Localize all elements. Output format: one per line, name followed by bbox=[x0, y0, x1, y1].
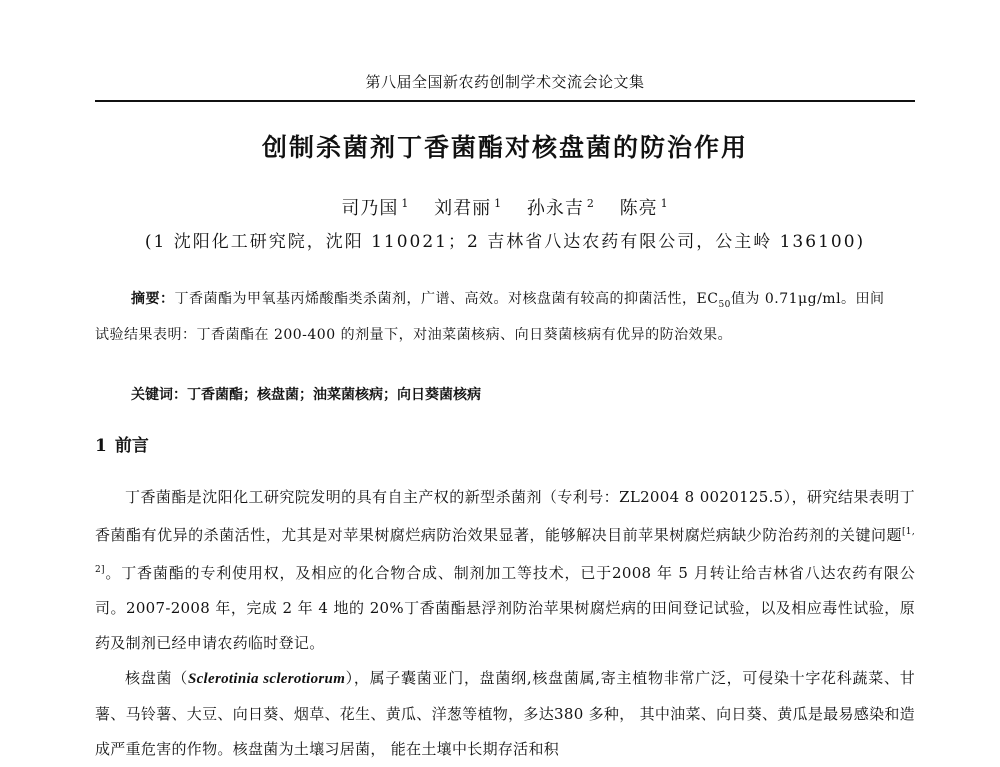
author: 司乃国 $^1$ bbox=[341, 197, 410, 219]
section-heading bbox=[95, 432, 495, 460]
citation: [1, 2] bbox=[95, 527, 915, 575]
author-list bbox=[95, 191, 915, 222]
keywords bbox=[131, 380, 891, 410]
author: 孙永吉 $^2$ bbox=[526, 197, 595, 219]
running-header: 第八届全国新农药创制学术交流会论文集 bbox=[365, 73, 645, 91]
author: 陈亮 $^1$ bbox=[619, 197, 669, 219]
affiliation-line: (1 沈阳化工研究院，沈阳 110021；2 吉林省八达农药有限公司，公主岭 136100) bbox=[144, 232, 866, 252]
body-paragraph: 丁香菌酯是沈阳化工研究院发明的具有自主产权的新型杀菌剂（专利号：ZL2004 8 0020125.5），研究结果表明丁香菌酯有优异的杀菌活性，尤其是对苹果树腐烂病防治效果显著，能够解决目前苹果树腐烂病缺少防治药剂的关键问题[1, 2]。丁香菌酯的专利使用权，及相应的化合物合成、制剂加工等技术，已于2008 年 5 月转让给吉林省八达农药有限公司。2007-2008 年，完成 2 年 4 地的 20%丁香菌酯悬浮剂防治苹果树腐烂病的田间登记试验，以及相应毒性试验，原药及制剂已经申请农药临时登记。 bbox=[95, 488, 915, 652]
keywords-label: 关键词： bbox=[131, 387, 187, 403]
section-title: 前言 bbox=[114, 436, 149, 456]
body-paragraph: 核盘菌（Sclerotinia sclerotiorum），属子囊菌亚门，盘菌纲,核盘菌属,寄主植物非常广泛，可侵染十字花科蔬菜、甘薯、马铃薯、大豆、向日葵、烟草、花生、黄瓜、洋葱等植物，多达380 多种， 其中油菜、向日葵、黄瓜是最易感染和造成严重危害的作物。核盘菌为土壤习居菌， 能在土壤中长期存活和积 bbox=[95, 669, 916, 758]
abstract-text-cont: 值为 0.71μg/ml。田间试验结果表明：丁香菌酯在 200-400 的剂量下，对油菜菌核病、向日葵菌核病有优异的防治效果。 bbox=[95, 291, 885, 343]
paper-title: 创制杀菌剂丁香菌酯对核盘菌的防治作用 bbox=[261, 133, 748, 162]
keywords-text: 丁香菌酯；核盘菌；油菜菌核病；向日葵菌核病 bbox=[187, 387, 481, 403]
header-rule bbox=[95, 100, 915, 102]
section-number: 1 bbox=[95, 436, 107, 456]
species-name: Sclerotinia sclerotiorum bbox=[187, 671, 346, 687]
abstract-label: 摘要： bbox=[131, 291, 175, 307]
affiliation-mark: 1 bbox=[401, 197, 410, 210]
affiliation-mark: 2 bbox=[586, 197, 595, 210]
affiliation-mark: 1 bbox=[494, 197, 503, 210]
affiliation-mark: 1 bbox=[660, 197, 669, 210]
ec50-subscript: 50 bbox=[718, 299, 731, 310]
abstract bbox=[95, 284, 885, 350]
author: 刘君丽 $^1$ bbox=[434, 197, 503, 219]
abstract-text: 丁香菌酯为甲氧基丙烯酸酯类杀菌剂，广谱、高效。对核盘菌有较高的抑菌活性，EC bbox=[174, 291, 719, 307]
body-text bbox=[95, 480, 915, 767]
